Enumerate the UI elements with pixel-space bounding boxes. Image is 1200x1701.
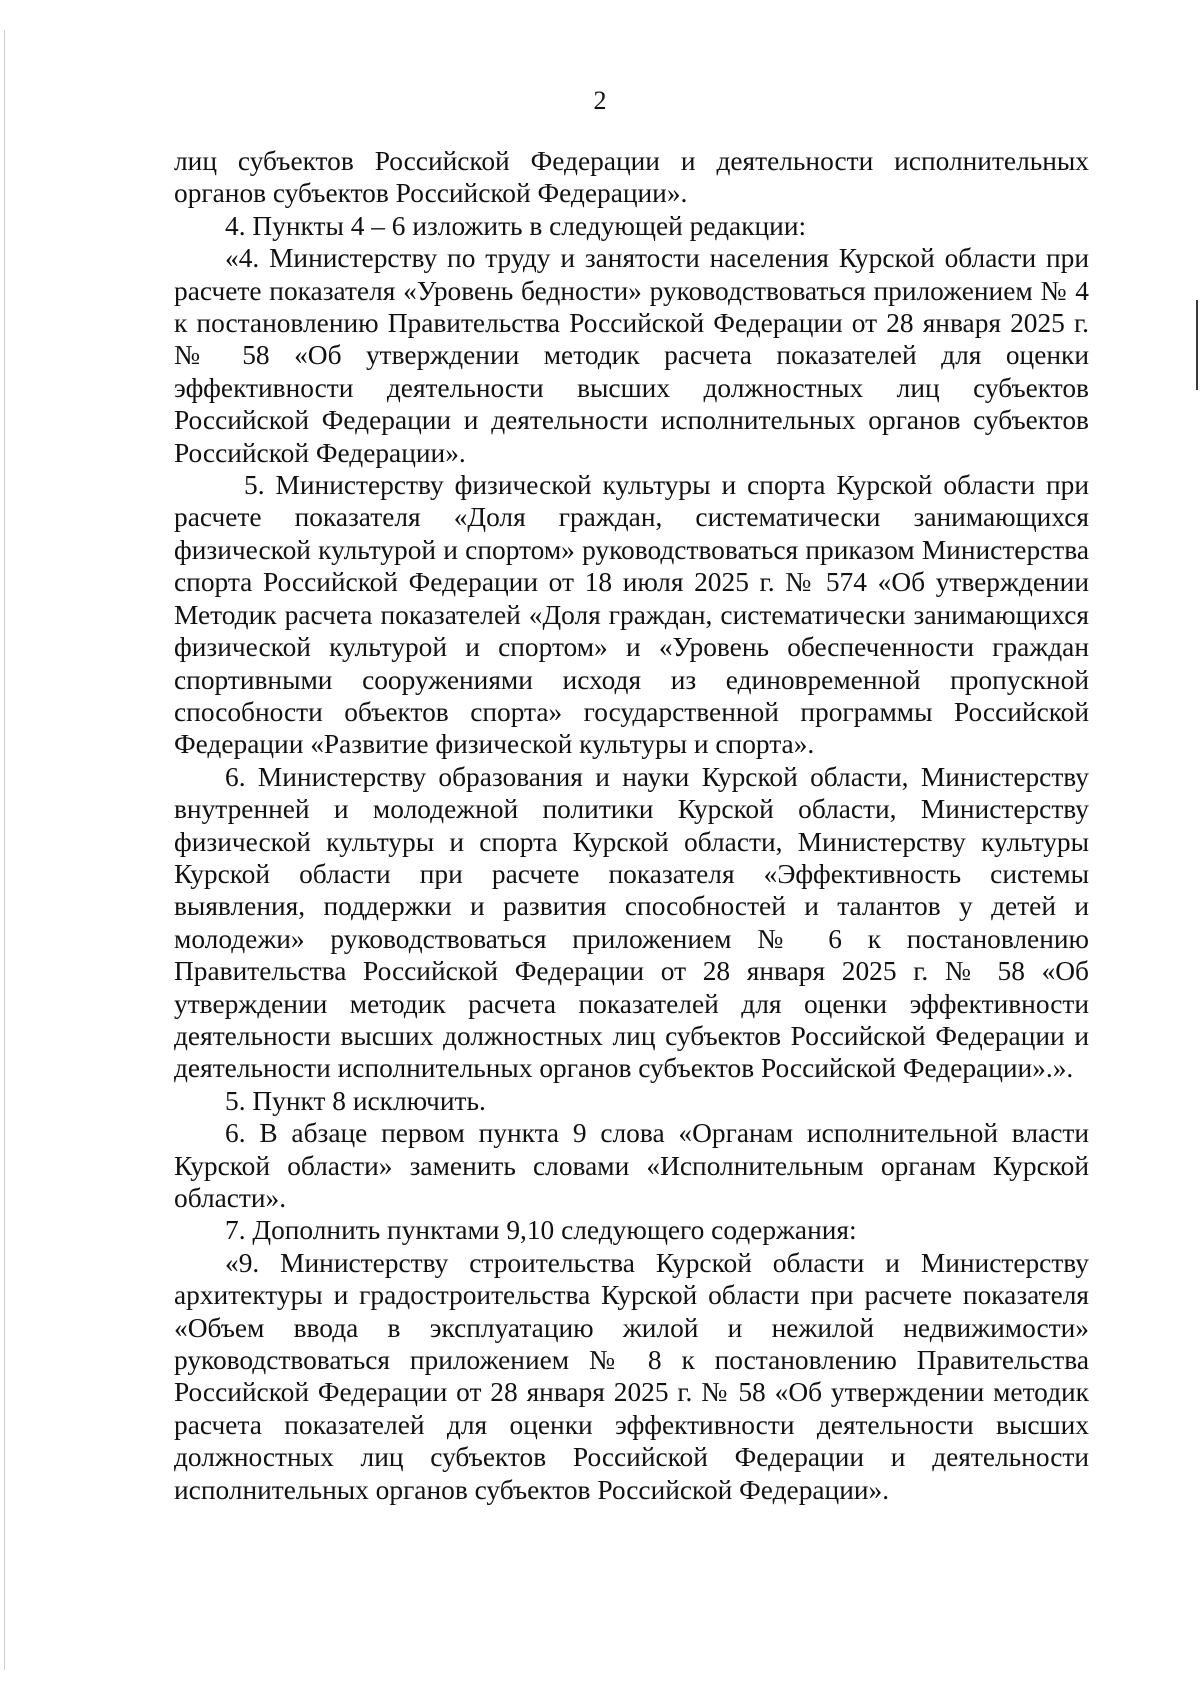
paragraph-item-6: 6. В абзаце первом пункта 9 слова «Органам исполнительной власти Курской области» заменить словами «Исполнительным органам Курской области».	[174, 1118, 1089, 1213]
paragraph-quoted-6: 6. Министерству образования и науки Курской области, Министерству внутренней и молодежной политики Курской области, Министерству физической культуры и спорта Курской области, Министерству культуры Курской области при расчете показателя «Эффективность системы выявления, поддержки и развития способностей и талантов у детей и молодежи» руководствоваться приложением № 6 к постановлению Правительства Российской Федерации от 28 января 2025 г. № 58 «Об утверждении методик расчета показателей для оценки эффективности деятельности высших должностных лиц субъектов Российской Федерации и деятельности исполнительных органов субъектов Российской Федерации».».	[174, 761, 1089, 1084]
paragraph-item-5: 5. Пункт 8 исключить.	[225, 1085, 486, 1116]
document-body	[174, 145, 1089, 1506]
paragraph-quoted-4: «4. Министерству по труду и занятости населения Курской области при расчете показателя «Уровень бедности» руководствоваться приложением № 4 к постановлению Правительства Российской Федерации от 28 января 2025 г. № 58 «Об утверждении методик расчета показателей для оценки эффективности деятельности высших должностных лиц субъектов Российской Федерации и деятельности исполнительных органов субъектов Российской Федерации».	[174, 243, 1089, 468]
paragraph-item-7: 7. Дополнить пунктами 9,10 следующего содержания:	[225, 1215, 857, 1246]
paragraph-item-4: 4. Пункты 4 – 6 изложить в следующей редакции:	[225, 210, 807, 241]
paragraph-quoted-9: «9. Министерству строительства Курской области и Министерству архитектуры и градостроительства Курской области при расчете показателя «Объем ввода в эксплуатацию жилой и нежилой недвижимости» руководствоваться приложением № 8 к постановлению Правительства Российской Федерации от 28 января 2025 г. № 58 «Об утверждении методик расчета показателей для оценки эффективности деятельности высших должностных лиц субъектов Российской Федерации и деятельности исполнительных органов субъектов Российской Федерации».	[174, 1247, 1089, 1505]
page-number: 2	[593, 86, 607, 115]
paragraph-quoted-5: 5. Министерству физической культуры и спорта Курской области при расчете показателя «Доля граждан, систематически занимающихся физической культурой и спортом» руководствоваться приказом Министерства спорта Российской Федерации от 18 июля 2025 г. № 574 «Об утверждении Методик расчета показателей «Доля граждан, систематически занимающихся физической культурой и спортом» и «Уровень обеспеченности граждан спортивными сооружениями исходя из единовременной пропускной способности объектов спорта» государственной программы Российской Федерации «Развитие физической культуры и спорта».	[174, 470, 1089, 760]
paragraph-continuation: лиц субъектов Российской Федерации и деятельности исполнительных органов субъектов Российской Федерации».	[174, 146, 1089, 209]
scan-edge-left	[4, 30, 5, 1670]
scan-edge-right	[1196, 300, 1198, 390]
